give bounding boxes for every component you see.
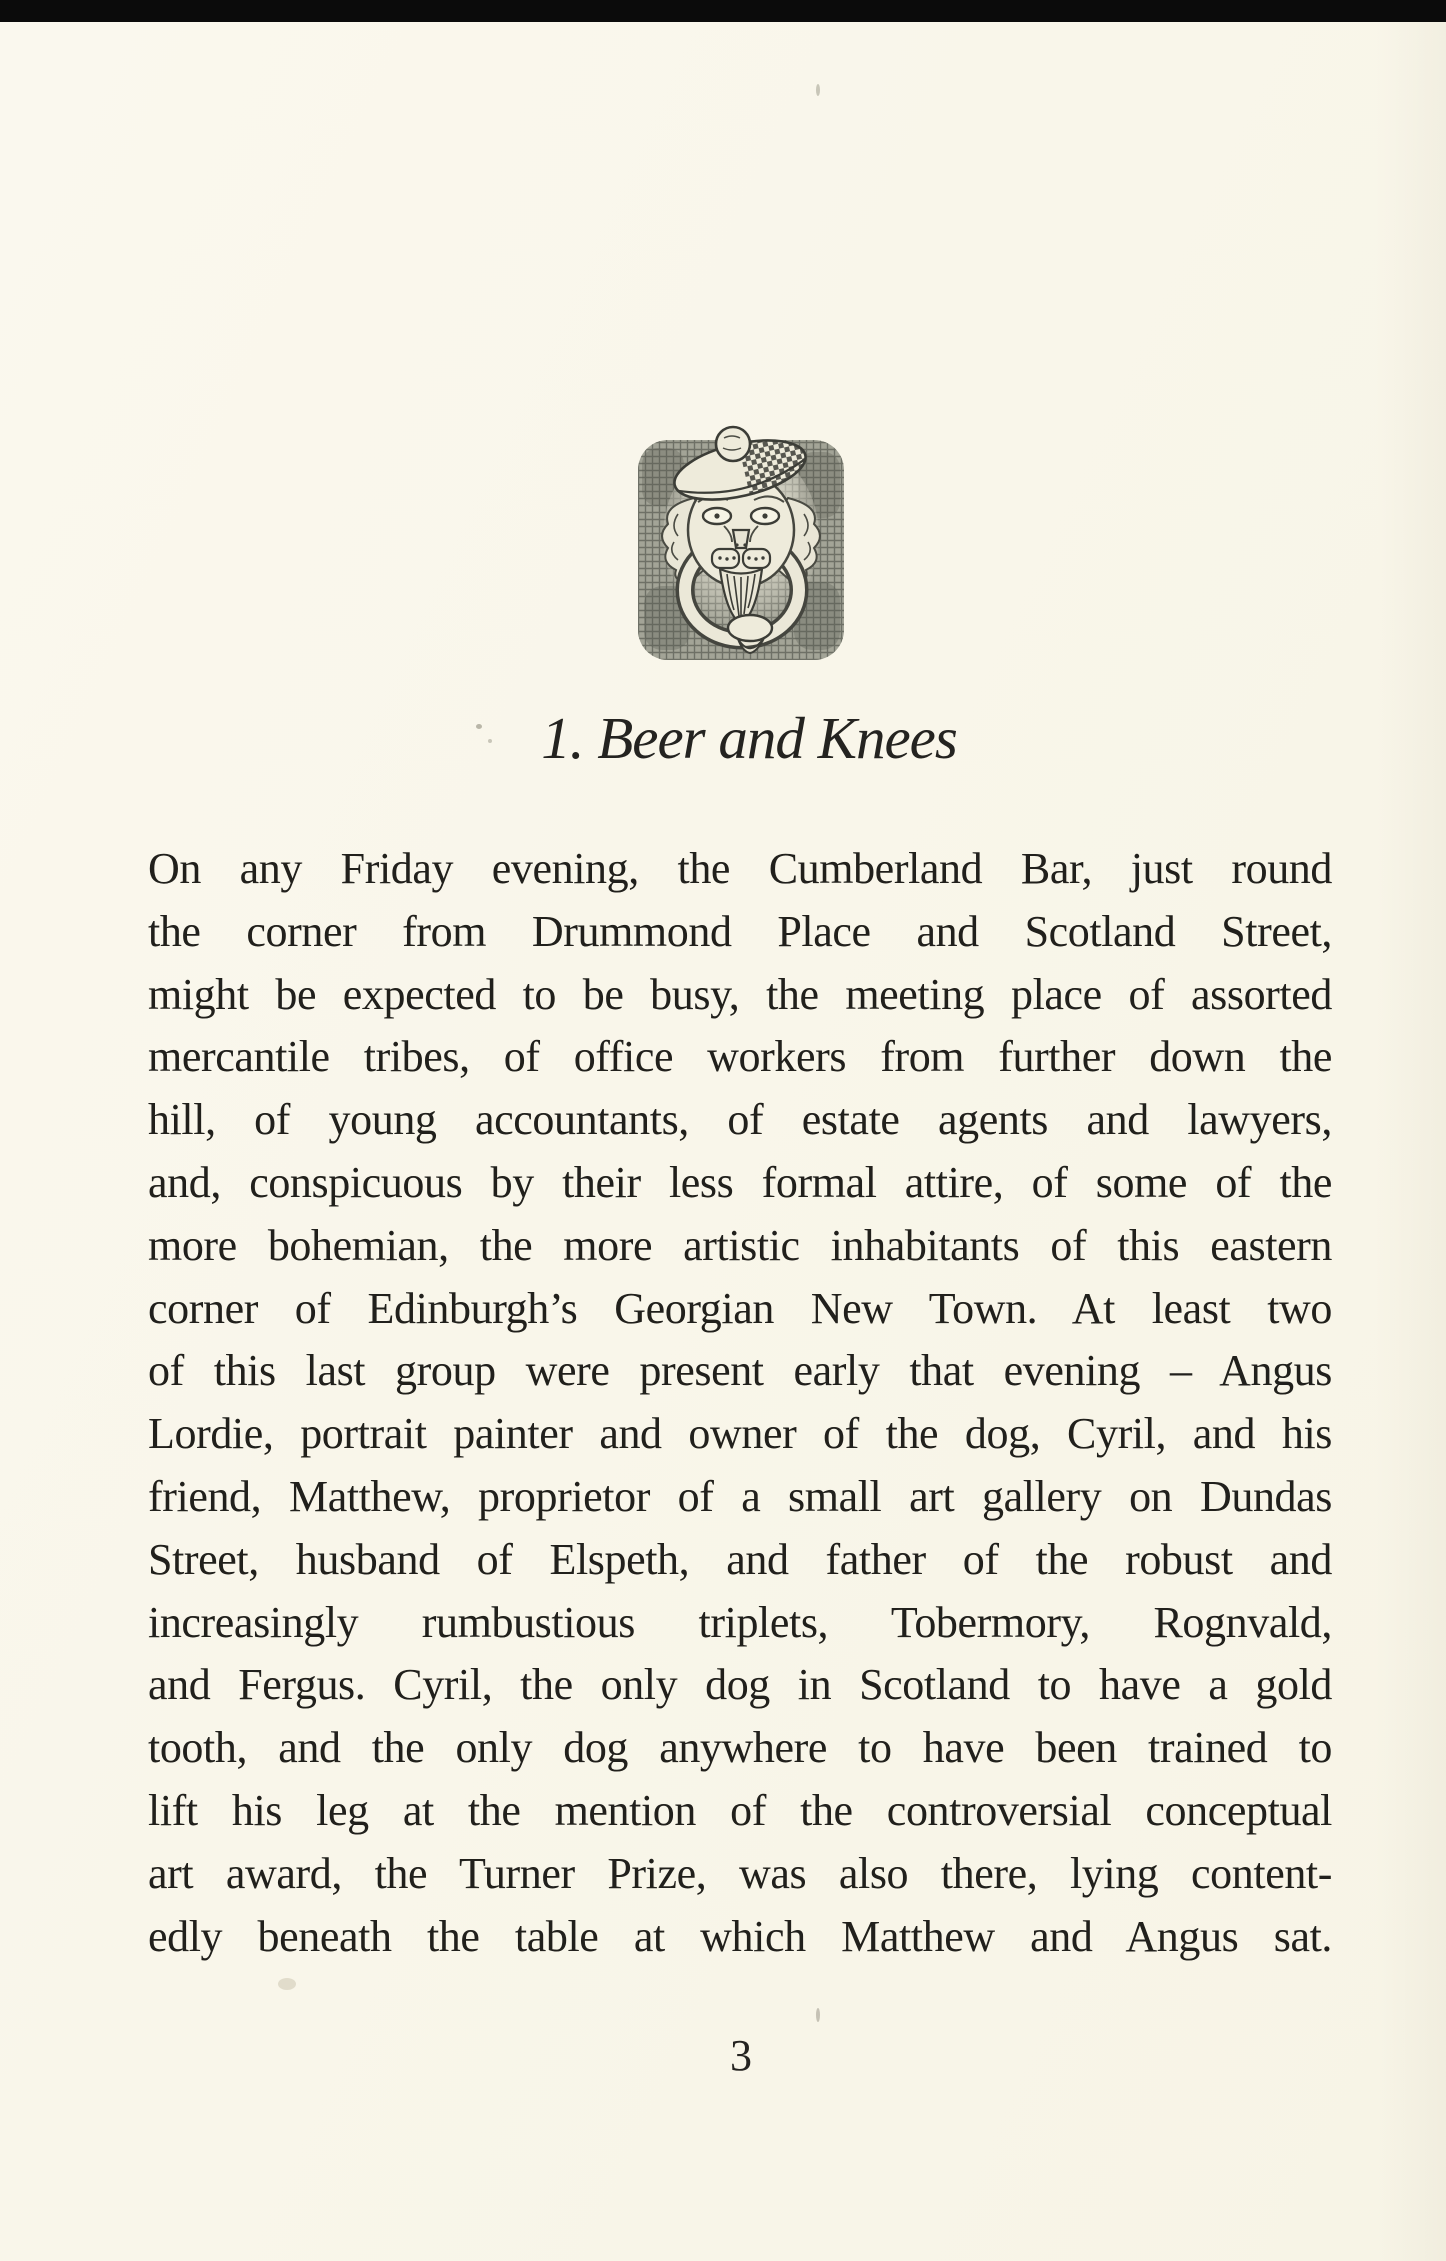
scan-speck bbox=[278, 1978, 296, 1990]
body-text-line: art award, the Turner Prize, was also there, lying content- bbox=[148, 1848, 1332, 1898]
chapter-title: 1. Beer and Knees bbox=[541, 705, 957, 771]
body-text-line: Lordie, portrait painter and owner of the dog, Cyril, and his bbox=[148, 1409, 1332, 1459]
body-text-line: increasingly rumbustious triplets, Tobermory, Rognvald, bbox=[148, 1597, 1332, 1647]
body-text-line: the corner from Drummond Place and Scotland Street, bbox=[148, 906, 1332, 956]
body-text-line: hill, of young accountants, of estate agents and lawyers, bbox=[148, 1095, 1332, 1145]
body-text-line: mercantile tribes, of office workers from further down the bbox=[148, 1032, 1332, 1082]
body-text-line: and, conspicuous by their less formal attire, of some of the bbox=[148, 1157, 1332, 1207]
scan-speck bbox=[816, 84, 820, 96]
body-text-line: corner of Edinburgh’s Georgian New Town. At least two bbox=[148, 1283, 1332, 1333]
body-text-line: lift his leg at the mention of the controversial conceptual bbox=[148, 1785, 1332, 1835]
body-text-line: Street, husband of Elspeth, and father of the robust and bbox=[148, 1534, 1332, 1584]
body-text-line: On any Friday evening, the Cumberland Bar, just round bbox=[148, 844, 1332, 893]
scan-speck bbox=[488, 739, 492, 743]
page-number: 3 bbox=[730, 2031, 752, 2080]
body-text-line: tooth, and the only dog anywhere to have been trained to bbox=[148, 1723, 1332, 1773]
body-paragraph bbox=[148, 838, 1332, 1968]
scan-edge-bar bbox=[0, 0, 1446, 22]
body-text-line: more bohemian, the more artistic inhabitants of this eastern bbox=[148, 1220, 1332, 1270]
door-knocker-illustration bbox=[628, 418, 858, 670]
body-text-line: friend, Matthew, proprietor of a small art gallery on Dundas bbox=[148, 1471, 1332, 1521]
body-text-line: might be expected to be busy, the meeting place of assorted bbox=[148, 969, 1332, 1019]
body-text-line: edly beneath the table at which Matthew and Angus sat. bbox=[148, 1911, 1332, 1961]
scan-speck bbox=[816, 2008, 820, 2022]
body-text-line: of this last group were present early that evening – Angus bbox=[148, 1346, 1332, 1396]
scan-speck bbox=[476, 724, 482, 729]
body-text-line: and Fergus. Cyril, the only dog in Scotland to have a gold bbox=[148, 1660, 1332, 1710]
